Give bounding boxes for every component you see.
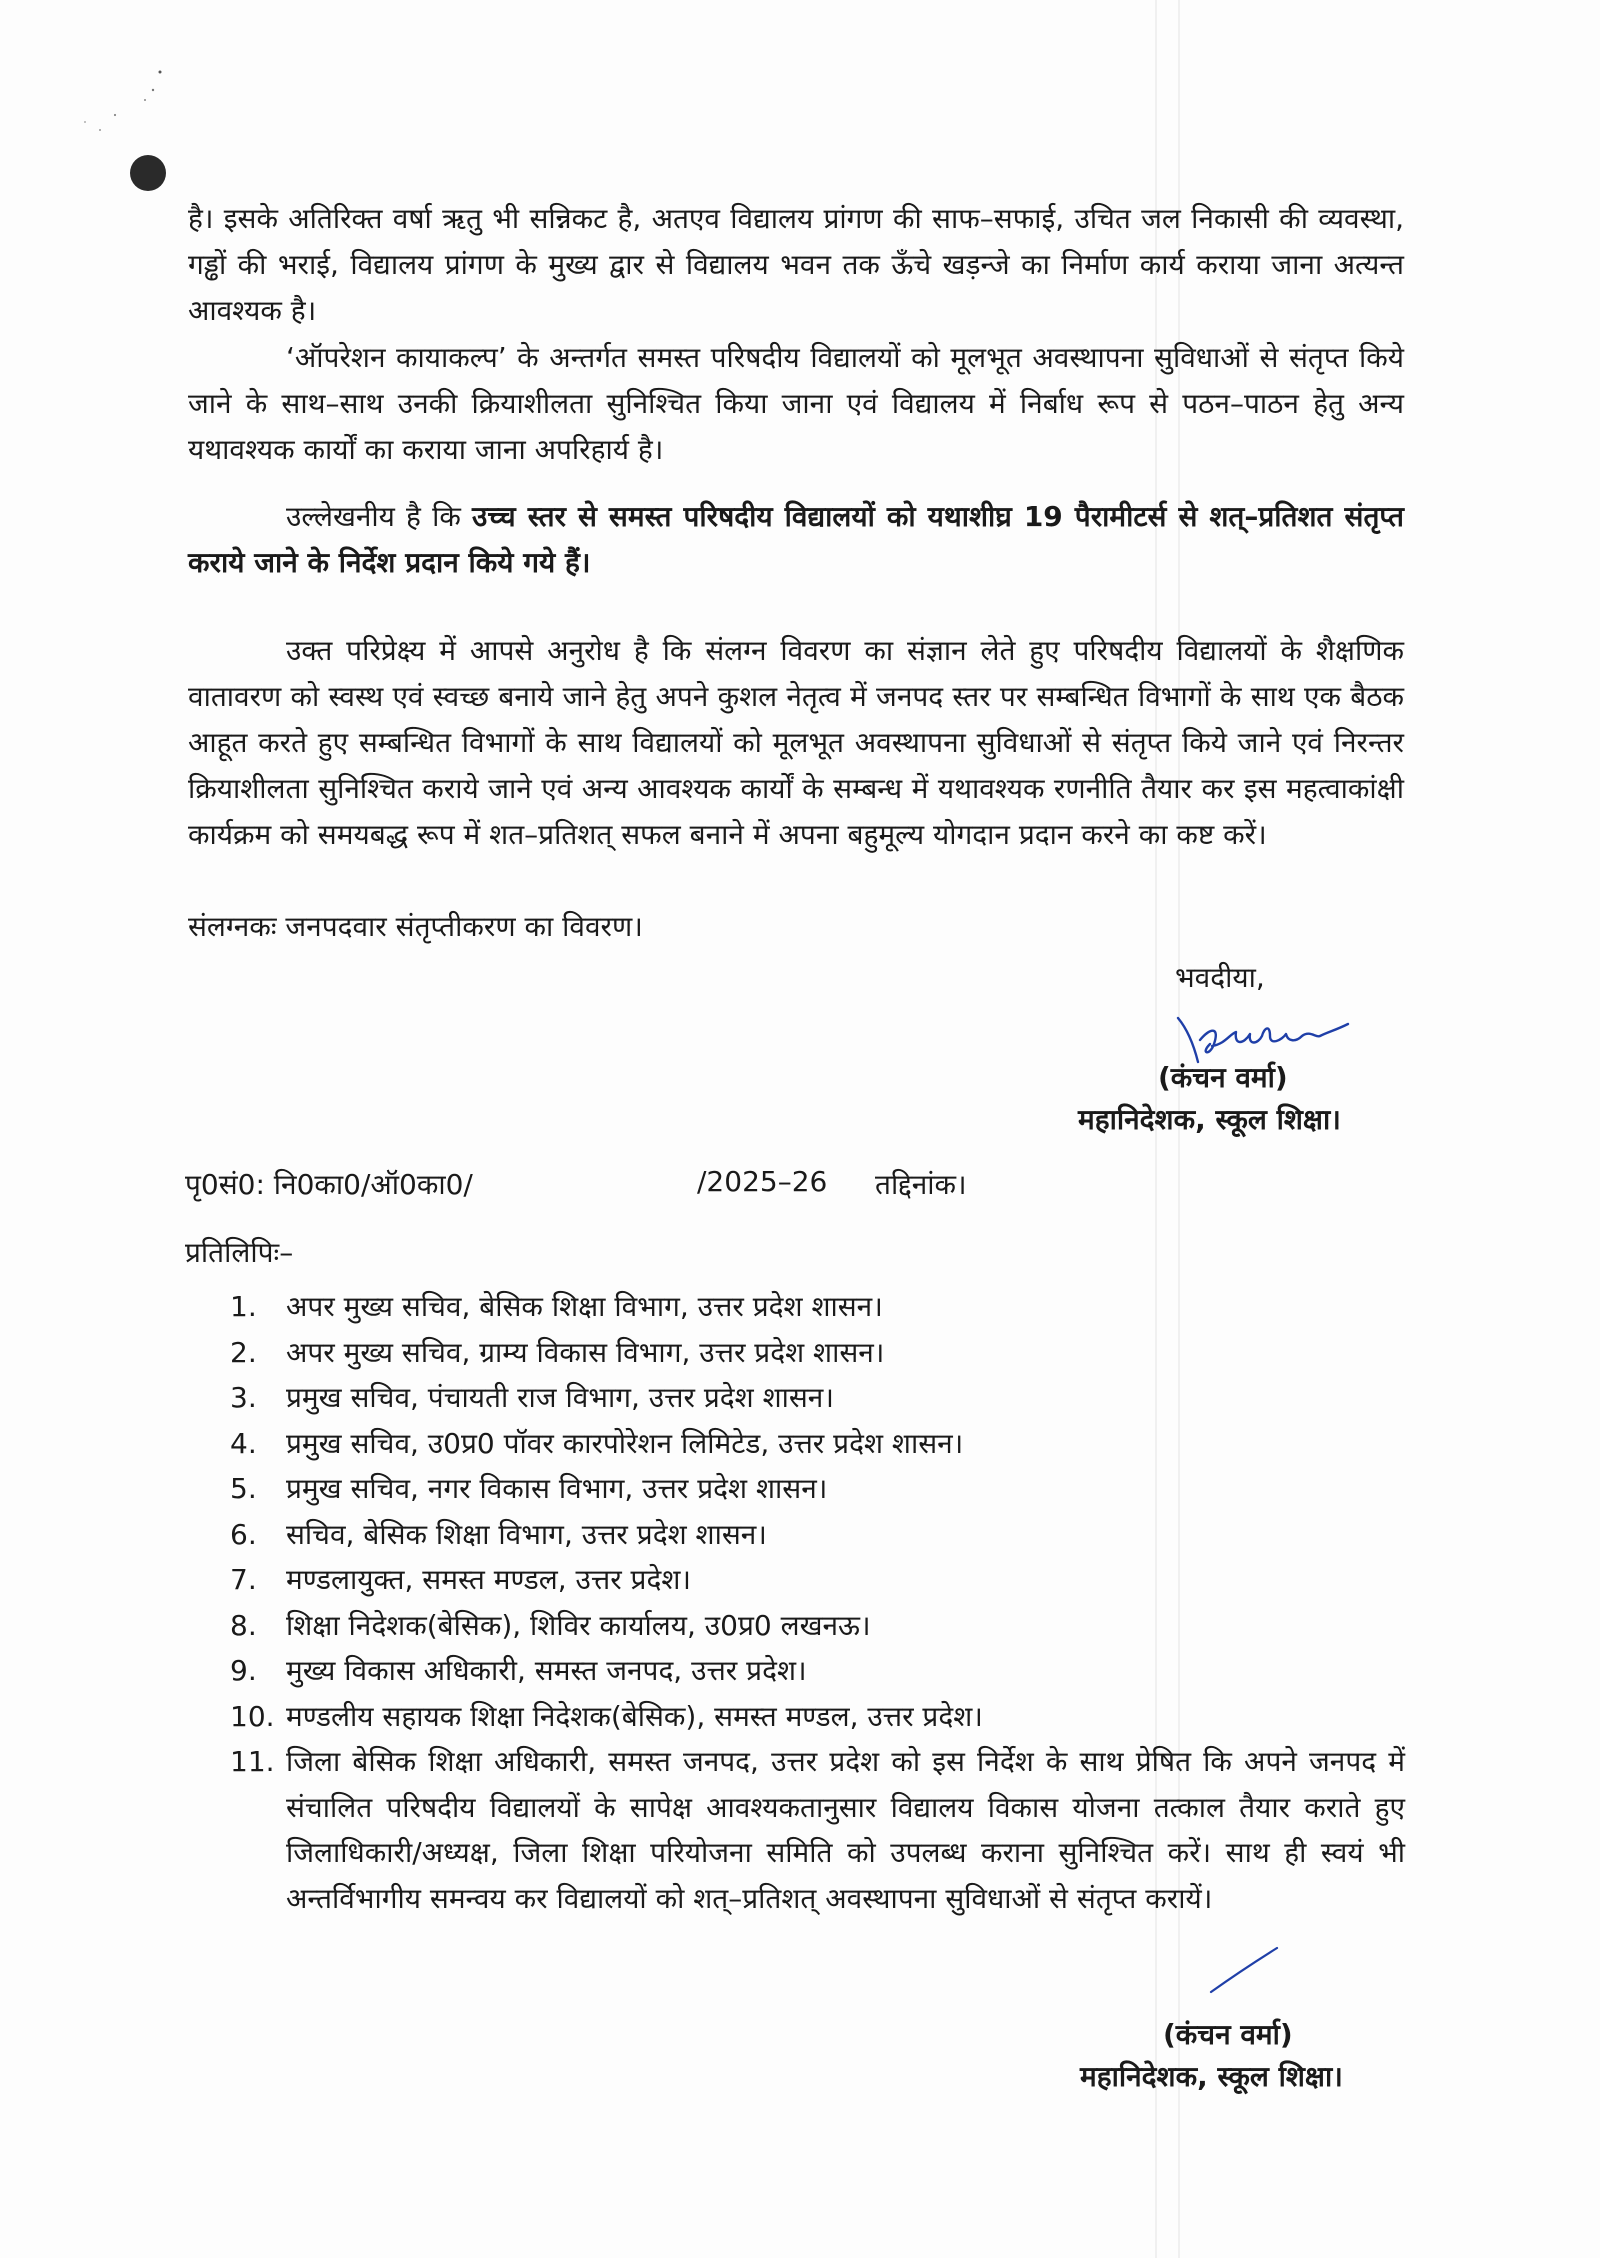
list-item — [230, 1375, 1405, 1421]
list-item-number: 3. — [230, 1381, 257, 1414]
reference-number-row — [185, 1165, 1285, 1209]
signatory-designation: महानिदेशक, स्कूल शिक्षा। — [1080, 2060, 1343, 2093]
list-item-number: 9. — [230, 1654, 257, 1687]
list-item-text: सचिव, बेसिक शिक्षा विभाग, उत्तर प्रदेश शासन। — [286, 1517, 767, 1551]
paragraph-text: ‘ऑपरेशन कायाकल्प’ के अन्तर्गत समस्त परिषदीय विद्यालयों को मूलभूत अवस्थापना सुविधाओं से संतृप्त किये जाने के साथ–साथ उनकी क्रियाशीलता सुनिश्चित किया जाना एवं विद्यालय में निर्बाध रूप से पठन–पाठन हेतु अन्य यथावश्यक कार्यों का कराया जाना अपरिहार्य है। — [188, 341, 1404, 466]
paragraph-operation-kayakalp — [188, 335, 1404, 473]
list-item-text: प्रमुख सचिव, नगर विकास विभाग, उत्तर प्रदेश शासन। — [286, 1472, 828, 1505]
signatory-designation: महानिदेशक, स्कूल शिक्षा। — [1078, 1103, 1341, 1136]
paragraph-lead-text: उल्लेखनीय है कि — [286, 500, 472, 533]
list-item-number: 6. — [230, 1517, 257, 1551]
paragraph-continuation — [188, 196, 1404, 334]
list-item-number: 8. — [230, 1608, 257, 1642]
signatory-name: (कंचन वर्मा) — [1158, 1061, 1288, 1094]
list-item — [230, 1603, 1405, 1649]
attachment-line — [188, 904, 1404, 950]
list-item-number: 7. — [230, 1563, 257, 1596]
list-item-text: शिक्षा निदेशक(बेसिक), शिविर कार्यालय, उ0प्र0 लखनऊ। — [286, 1608, 871, 1642]
signatory-name: (कंचन वर्मा) — [1163, 2018, 1293, 2051]
list-item-text: अपर मुख्य सचिव, ग्राम्य विकास विभाग, उत्तर प्रदेश शासन। — [286, 1335, 885, 1369]
list-item — [230, 1421, 1405, 1467]
signature-initial-stroke — [1205, 1940, 1285, 2000]
list-item — [230, 1284, 1405, 1330]
closing-salutation: भवदीया, — [1175, 961, 1265, 994]
list-item — [230, 1330, 1405, 1376]
reference-year: /2025–26 — [697, 1165, 828, 1198]
reference-date: तद्दिनांक। — [875, 1168, 967, 1201]
list-item-number: 2. — [230, 1335, 257, 1369]
scan-specks — [55, 60, 175, 160]
list-item — [230, 1557, 1405, 1603]
list-item-number: 10. — [230, 1699, 275, 1733]
paragraph-text: है। इसके अतिरिक्त वर्षा ऋतु भी सन्निकट है, अतएव विद्यालय प्रांगण की साफ–सफाई, उचित जल निकासी की व्यवस्था, गड्ढों की भराई, विद्यालय प्रांगण के मुख्य द्वार से विद्यालय भवन तक ऊँचे खड़न्जे का निर्माण कार्य कराया जाना अत्यन्त आवश्यक है। — [188, 202, 1404, 327]
list-item — [230, 1512, 1405, 1558]
list-item-text: प्रमुख सचिव, पंचायती राज विभाग, उत्तर प्रदेश शासन। — [286, 1381, 834, 1414]
list-item — [230, 1466, 1405, 1512]
list-item-text: मुख्य विकास अधिकारी, समस्त जनपद, उत्तर प्रदेश। — [286, 1654, 807, 1687]
reference-number: पृ0सं0: नि0का0/ऑ0का0/ — [185, 1168, 473, 1201]
list-item — [230, 1739, 1405, 1921]
attachment-text: संलग्नकः जनपदवार संतृप्तीकरण का विवरण। — [188, 910, 643, 943]
list-item-text: मण्डलायुक्त, समस्त मण्डल, उत्तर प्रदेश। — [286, 1563, 691, 1596]
list-item-text: प्रमुख सचिव, उ0प्र0 पॉवर कारपोरेशन लिमिटेड, उत्तर प्रदेश शासन। — [286, 1426, 964, 1460]
copy-to-list — [230, 1284, 1405, 1921]
list-item-text: अपर मुख्य सचिव, बेसिक शिक्षा विभाग, उत्तर प्रदेश शासन। — [286, 1290, 883, 1323]
list-item-number: 4. — [230, 1426, 257, 1460]
paragraph-text: उक्त परिप्रेक्ष्य में आपसे अनुरोध है कि संलग्न विवरण का संज्ञान लेते हुए परिषदीय विद्यालयों के शैक्षणिक वातावरण को स्वस्थ एवं स्वच्छ बनाये जाने हेतु अपने कुशल नेतृत्व में जनपद स्तर पर सम्बन्धित विभागों के साथ एक बैठक आहूत करते हुए सम्बन्धित विभागों के साथ विद्यालयों को मूलभूत अवस्थापना सुविधाओं से संतृप्त किये जाने एवं निरन्तर क्रियाशीलता सुनिश्चित कराये जाने एवं अन्य आवश्यक कार्यों के सम्बन्ध में यथावश्यक रणनीति तैयार कर इस महत्वाकांक्षी कार्यक्रम को समयबद्ध रूप में शत–प्रतिशत् सफल बनाने में अपना बहुमूल्य योगदान प्रदान करने का कष्ट करें। — [188, 634, 1404, 851]
list-item — [230, 1694, 1405, 1740]
list-item-number: 5. — [230, 1472, 257, 1505]
list-item — [230, 1648, 1405, 1694]
list-item-text: जिला बेसिक शिक्षा अधिकारी, समस्त जनपद, उत्तर प्रदेश को इस निर्देश के साथ प्रेषित कि अपने जनपद में संचालित परिषदीय विद्यालयों के सापेक्ष आवश्यकतानुसार विद्यालय विकास योजना तत्काल तैयार कराते हुए जिलाधिकारी/अध्यक्ष, जिला शिक्षा परियोजना समिति को उपलब्ध कराना सुनिश्चित करें। साथ ही स्वयं भी अन्तर्विभागीय समन्वय कर विद्यालयों को शत्–प्रतिशत् अवस्थापना सुविधाओं से संतृप्त करायें। — [286, 1745, 1405, 1915]
list-item-number: 1. — [230, 1290, 257, 1323]
paragraph-bold-text: उच्च स्तर से समस्त परिषदीय विद्यालयों को यथाशीघ्र 19 पैरामीटर्स से शत्–प्रतिशत संतृप्त कराये जाने के निर्देश प्रदान किये गये हैं। — [188, 500, 1405, 579]
punch-hole — [130, 155, 166, 191]
paragraph-request — [188, 628, 1404, 858]
copy-to-heading: प्रतिलिपिः– — [185, 1236, 294, 1269]
list-item-number: 11. — [230, 1745, 275, 1778]
paragraph-notable — [188, 494, 1404, 586]
list-item-text: मण्डलीय सहायक शिक्षा निदेशक(बेसिक), समस्त मण्डल, उत्तर प्रदेश। — [286, 1699, 983, 1733]
